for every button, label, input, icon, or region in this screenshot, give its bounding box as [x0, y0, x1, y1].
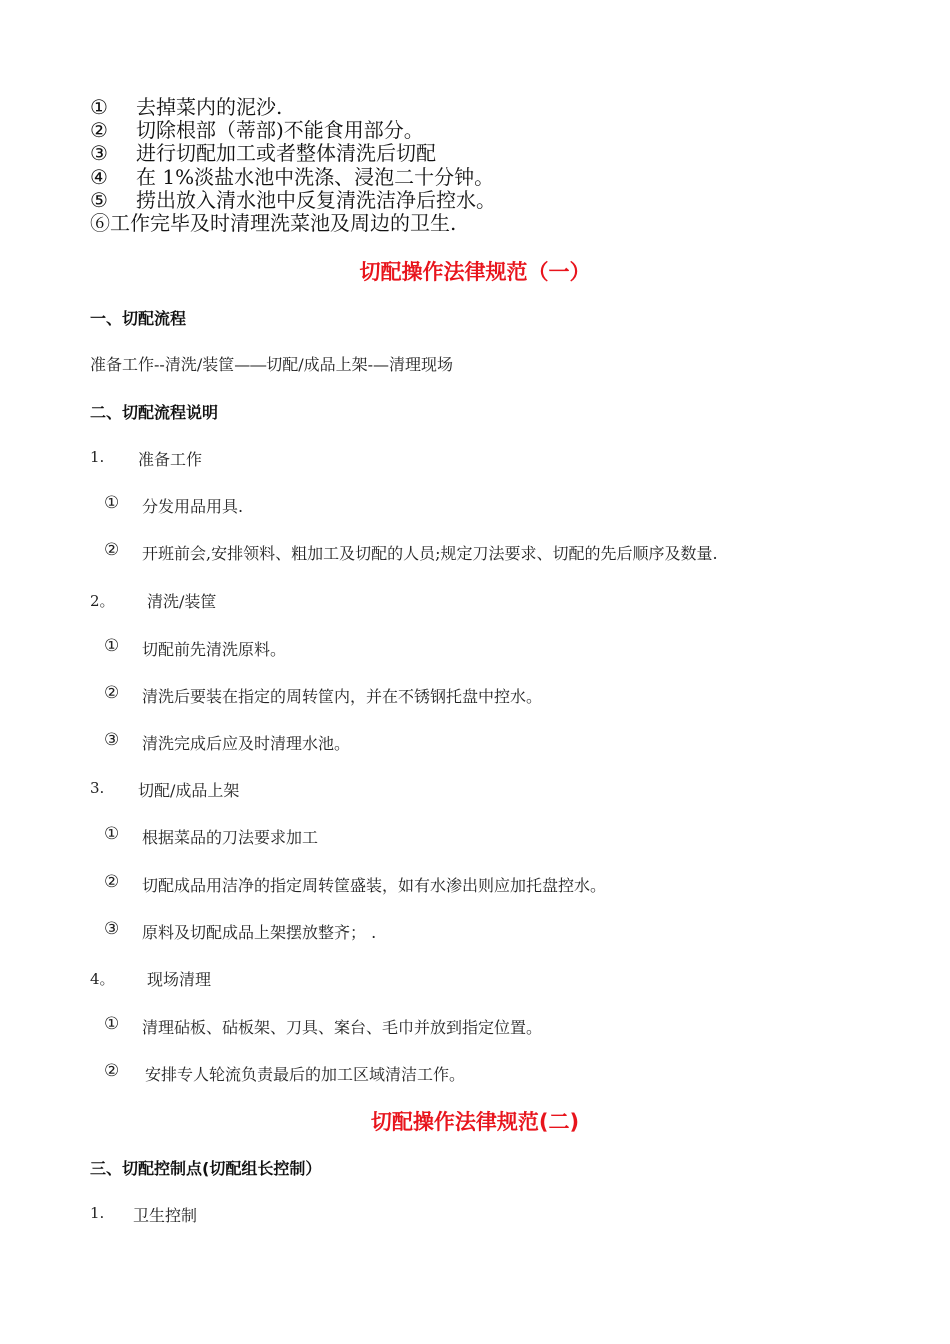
step-marker: ⑥: [90, 211, 110, 236]
step-marker: ⑤: [90, 187, 108, 212]
item-text: 根据菜品的刀法要求加工: [142, 828, 319, 847]
item-marker: ②: [104, 872, 120, 892]
group-label: 清洗/装筐: [147, 592, 217, 611]
step-marker: ④: [90, 164, 108, 189]
heading-process-notes: 二、切配流程说明: [90, 403, 219, 422]
step-text: 工作完毕及时清理洗菜池及周边的卫生.: [110, 211, 457, 236]
heading-control-points: 三、切配控制点(切配组长控制）: [90, 1159, 322, 1178]
item-marker: ②: [104, 683, 120, 703]
item-text: 开班前会,安排领料、粗加工及切配的人员;规定刀法要求、切配的先后顺序及数量.: [142, 544, 718, 563]
step-marker: ③: [90, 141, 108, 166]
group-label: 切配/成品上架: [138, 781, 240, 800]
step-text: 切除根部（蒂部)不能食用部分。: [136, 118, 424, 143]
item-text: 原料及切配成品上架摆放整齐； .: [142, 923, 377, 942]
item-marker: ①: [104, 493, 120, 513]
group-number: 2。: [90, 592, 115, 610]
step-text: 在 1%淡盐水池中洗涤、浸泡二十分钟。: [136, 164, 495, 189]
item-marker: ①: [104, 824, 120, 844]
group-number: 4。: [90, 970, 115, 988]
item-marker: ①: [104, 636, 120, 656]
item-text: 切配前先清洗原料。: [142, 640, 287, 659]
list-item: [90, 119, 496, 142]
item-text: 清理砧板、砧板架、刀具、案台、毛巾并放到指定位置。: [142, 1018, 543, 1037]
item-marker: ①: [104, 1014, 120, 1034]
item-marker: ②: [104, 1061, 120, 1081]
item-marker: ③: [104, 919, 120, 939]
top-step-list: [90, 96, 496, 235]
item-text: 安排专人轮流负责最后的加工区域清洁工作。: [145, 1065, 466, 1084]
step-marker: ①: [90, 95, 108, 119]
group-label: 卫生控制: [133, 1206, 198, 1225]
group-label: 现场清理: [147, 970, 212, 989]
step-marker: ②: [90, 118, 108, 143]
section-title-2: 切配操作法律规范(二): [370, 1110, 580, 1134]
step-text: 捞出放入清水池中反复清洗洁净后控水。: [136, 187, 496, 212]
list-item: [90, 166, 496, 189]
list-item: [90, 189, 496, 212]
list-item: [90, 142, 496, 165]
group-number: 1.: [90, 448, 105, 466]
item-text: 清洗完成后应及时清理水池。: [142, 734, 351, 753]
section-title-1: 切配操作法律规范（一）: [359, 260, 591, 284]
step-text: 进行切配加工或者整体清洗后切配: [136, 141, 436, 166]
process-flow-text: 准备工作--清洗/装筐—―切配/成品上架-—清理现场: [90, 355, 454, 374]
item-marker: ②: [104, 540, 120, 560]
item-text: 分发用品用具.: [142, 497, 244, 516]
group-number: 3.: [90, 779, 105, 797]
group-label: 准备工作: [138, 450, 203, 469]
item-text: 清洗后要装在指定的周转筐内，并在不锈钢托盘中控水。: [142, 687, 543, 706]
item-text: 切配成品用洁净的指定周转筐盛装，如有水渗出则应加托盘控水。: [142, 876, 607, 895]
list-item: [90, 212, 496, 235]
step-text: 去掉菜内的泥沙.: [136, 95, 283, 119]
group-number: 1.: [90, 1204, 105, 1222]
list-item: [90, 96, 496, 119]
item-marker: ③: [104, 730, 120, 750]
heading-process: 一、切配流程: [90, 309, 187, 328]
